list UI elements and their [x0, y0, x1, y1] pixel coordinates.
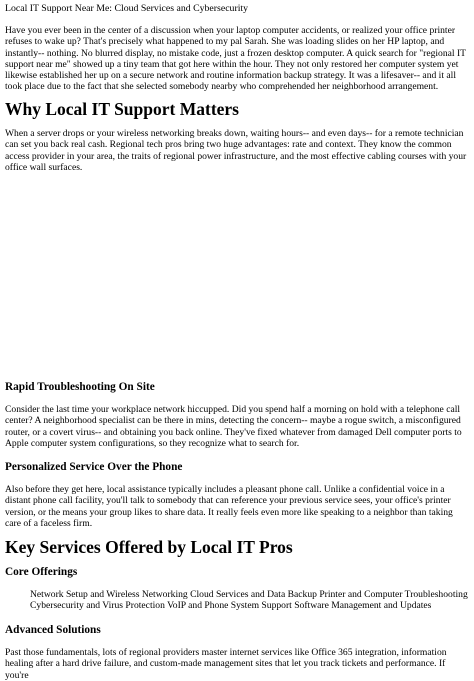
heading-rapid-troubleshooting: Rapid Troubleshooting On Site: [5, 381, 155, 393]
heading-core-offerings: Core Offerings: [5, 566, 78, 578]
heading-advanced-solutions: Advanced Solutions: [5, 624, 101, 636]
heading-personalized-service: Personalized Service Over the Phone: [5, 461, 183, 473]
advanced-paragraph: Past those fundamentals, lots of regional providers master internet services like Office 365 integration, information healing after a hard drive failure, and custom-made management sites that let you track tickets and performance. If you're: [5, 647, 447, 681]
intro-paragraph: Have you ever been in the center of a discussion when your laptop computer accidents, or realized your office printer refuses to wake up? That's precisely what happened to my pal Sarah. She was loading slides on her HP laptop, and instantly-- nothing. No blurred display, no mistake code, just a frozen desktop computer. A quick search for "regional IT support near me" showed up a tiny team that got here within the hour. They not only restored her computer system yet likewise established her up on a secure network and routine information backup strategy. It was a lifesaver-- and it all took place due to the fact that she selected somebody nearby who comprehended her neighborhood arrangement.: [5, 25, 466, 93]
heading-key-services: Key Services Offered by Local IT Pros: [5, 537, 293, 557]
why-paragraph: When a server drops or your wireless networking breaks down, waiting hours-- and even days-- for a remote technician can set you back real cash. Regional tech pros bring two huge advantages: rate and context. They know the common access provider in your area, the traits of regional power infrastructure, and the most effective cabling courses with your office wall surfaces.: [5, 128, 467, 173]
core-offerings-list: Network Setup and Wireless Networking Cloud Services and Data Backup Printer and Computer Troubleshooting Cybersecurity and Virus Protection VoIP and Phone System Support Software Management and Updates: [30, 589, 468, 612]
rapid-paragraph: Consider the last time your workplace network hiccupped. Did you spend half a morning on hold with a telephone call center? A neighborhood specialist can be there in mins, detecting the concern-- maybe a rogue switch, a misconfigured router, or a covert virus-- and obtaining you back online. They've fixed whatever from damaged Dell computer ports to Apple computer system configurations, so they recognize what to search for.: [5, 404, 462, 449]
heading-why-local-it-support: Why Local IT Support Matters: [5, 99, 239, 119]
document-title: Local IT Support Near Me: Cloud Services and Cybersecurity: [5, 3, 249, 14]
personalized-paragraph: Also before they get here, local assistance typically includes a pleasant phone call. Unlike a confidential voice in a distant phone call facility, you'll talk to somebody that can reference your previous service sees, your office's printer version, or the means your group likes to share data. It really feels even more like speaking to a neighbor than taking care of a faceless firm.: [5, 484, 453, 529]
